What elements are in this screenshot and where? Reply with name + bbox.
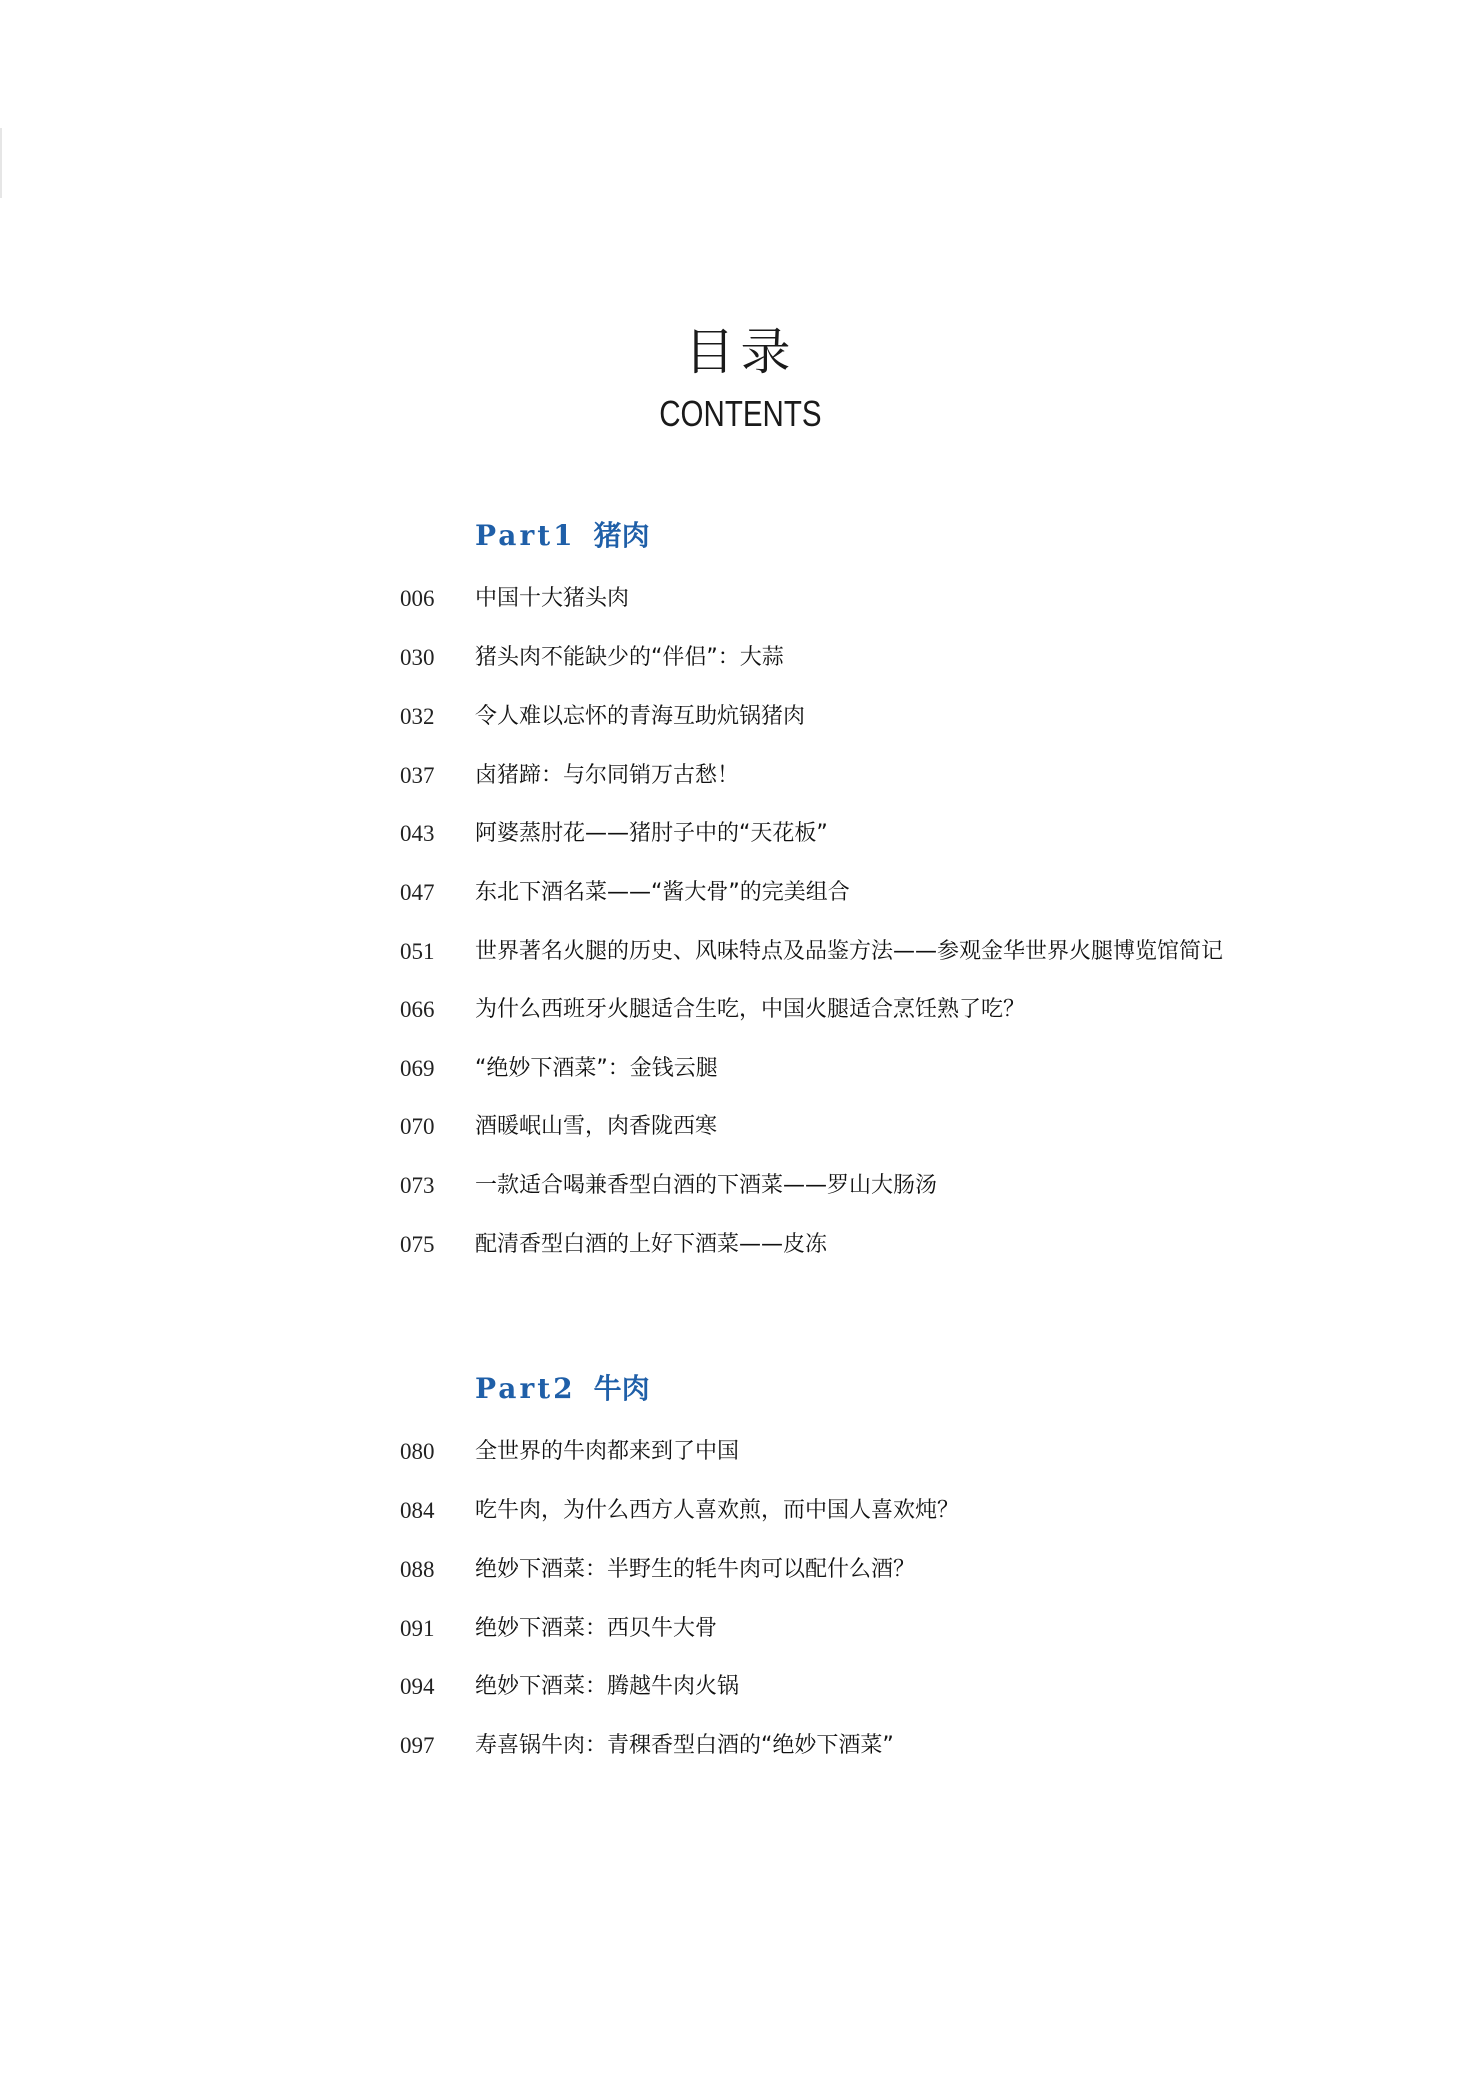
part-heading <box>475 1371 650 1407</box>
entry-title: 中国十大猪头肉 <box>475 586 630 611</box>
entry-title: 绝妙下酒菜：西贝牛大骨 <box>475 1616 718 1641</box>
page-number: 070 <box>400 1114 435 1139</box>
entry-title: 卤猪蹄：与尔同销万古愁！ <box>475 763 740 788</box>
entry-title: 绝妙下酒菜：半野生的牦牛肉可以配什么酒？ <box>475 1557 916 1582</box>
entry-title: 绝妙下酒菜：腾越牛肉火锅 <box>475 1674 740 1699</box>
entry-title: 东北下酒名菜——“酱大骨”的完美组合 <box>475 880 850 905</box>
entry-title: 配清香型白酒的上好下酒菜——皮冻 <box>475 1232 828 1257</box>
page-number: 047 <box>400 880 435 905</box>
entry-title: 世界著名火腿的历史、风味特点及品鉴方法——参观金华世界火腿博览馆简记 <box>475 939 1224 964</box>
page-number: 073 <box>400 1173 435 1198</box>
page-number: 051 <box>400 939 435 964</box>
page-title-en: CONTENTS <box>659 393 822 434</box>
entry-title: 寿喜锅牛肉：青稞香型白酒的“绝妙下酒菜” <box>475 1733 894 1758</box>
page-number: 030 <box>400 645 435 670</box>
entry-title: 令人难以忘怀的青海互助炕锅猪肉 <box>475 704 806 729</box>
part-number: Part2 <box>475 1372 576 1405</box>
entry-title: 吃牛肉，为什么西方人喜欢煎，而中国人喜欢炖？ <box>475 1498 960 1523</box>
page-number: 066 <box>400 997 435 1022</box>
part-number: Part1 <box>475 519 576 552</box>
page-title-cn: 目录 <box>684 323 797 381</box>
page-number: 097 <box>400 1733 435 1758</box>
page-number: 088 <box>400 1557 435 1582</box>
part-name: 牛肉 <box>593 1372 650 1405</box>
page-number: 037 <box>400 763 435 788</box>
entry-title: 猪头肉不能缺少的“伴侣”：大蒜 <box>475 645 784 670</box>
page-number: 080 <box>400 1439 435 1464</box>
part-heading <box>475 518 650 554</box>
page-number: 084 <box>400 1498 435 1523</box>
entry-title: 为什么西班牙火腿适合生吃，中国火腿适合烹饪熟了吃？ <box>475 997 1026 1022</box>
page-number: 032 <box>400 704 435 729</box>
page-number: 075 <box>400 1232 435 1257</box>
entry-title: 酒暖岷山雪，肉香陇西寒 <box>475 1114 718 1139</box>
part-name: 猪肉 <box>593 519 650 552</box>
page-number: 069 <box>400 1056 435 1081</box>
page-number: 091 <box>400 1616 435 1641</box>
entry-title: “绝妙下酒菜”：金钱云腿 <box>475 1056 718 1081</box>
page-number: 043 <box>400 821 435 846</box>
page-number: 006 <box>400 586 435 611</box>
entry-title: 一款适合喝兼香型白酒的下酒菜——罗山大肠汤 <box>475 1173 938 1198</box>
page-number: 094 <box>400 1674 435 1699</box>
page-edge-mark <box>0 128 2 198</box>
entry-title: 阿婆蒸肘花——猪肘子中的“天花板” <box>475 821 828 846</box>
entry-title: 全世界的牛肉都来到了中国 <box>475 1439 740 1464</box>
